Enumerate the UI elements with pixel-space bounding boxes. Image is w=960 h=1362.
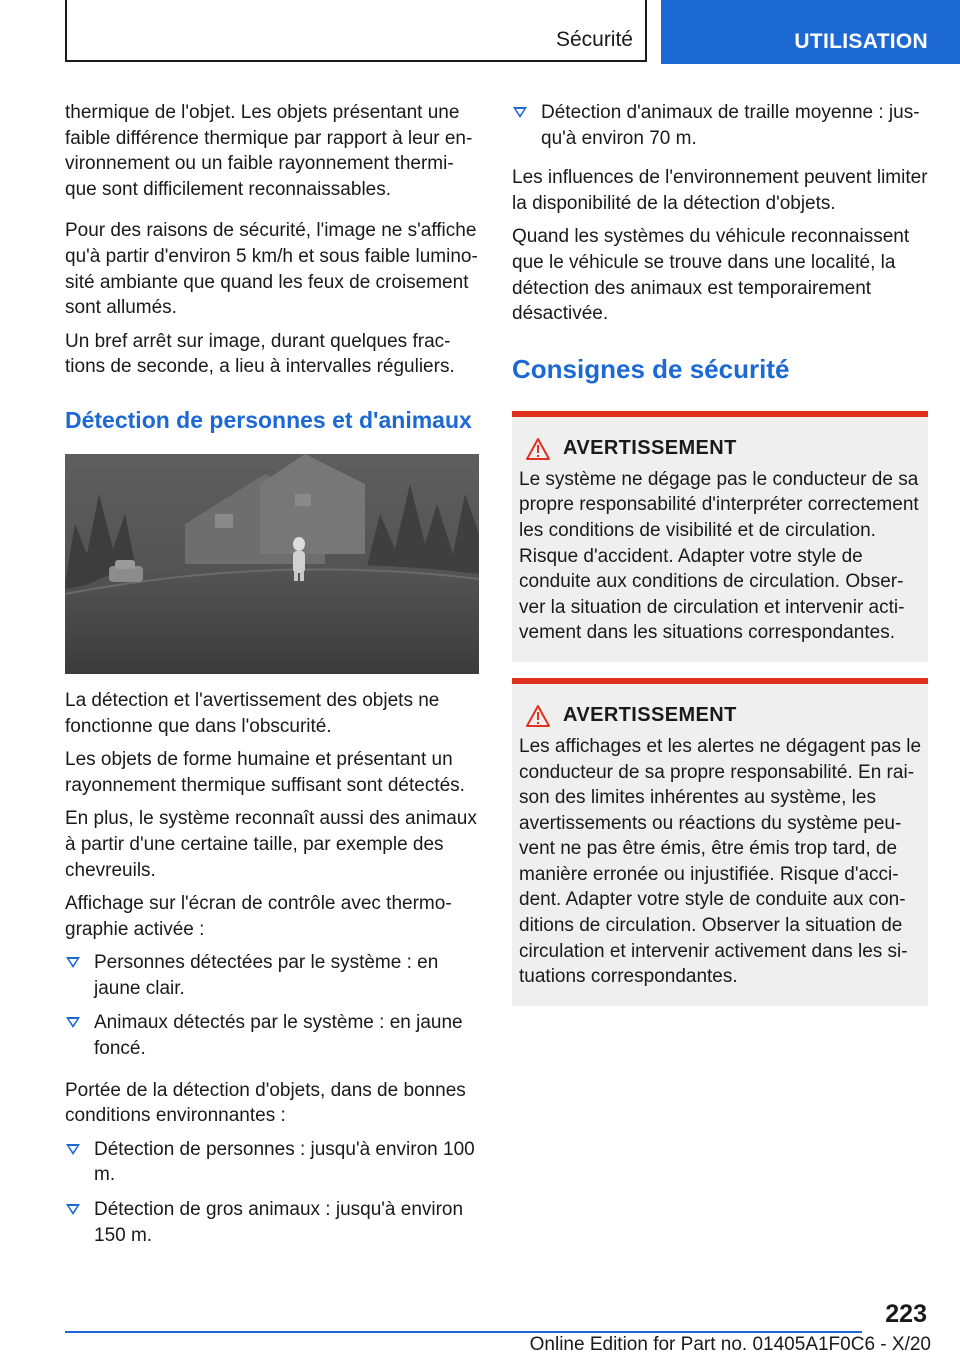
section-heading: Consignes de sécurité (512, 353, 790, 384)
paragraph: Les influences de l'environnement peuvent limiter la disponibilité de la détection d'objets. (512, 167, 928, 214)
paragraph: Un bref arrêt sur image, durant quelques fractions de seconde, a lieu à intervalles réguliers. (65, 330, 455, 378)
right-column (512, 100, 928, 1022)
detection-color-list (65, 950, 479, 1061)
warning-triangle-icon (525, 704, 551, 728)
night-vision-image (65, 454, 479, 674)
left-column (65, 100, 479, 1262)
paragraph: thermique de l'objet. Les objets présentant une faible différence thermique par rapport à leur environnement ou un faible rayonnement thermique sont difficilement reconnaissables. (65, 102, 473, 200)
footer-edition: Online Edition for Part no. 01405A1F0C6 - X/20 (529, 1334, 931, 1355)
header-section-title: Sécurité (555, 28, 633, 51)
paragraph: La détection et l'avertissement des objets ne fonctionne que dans l'obscurité. (65, 689, 440, 737)
paragraph: Les objets de forme humaine et présentant un rayonnement thermique suffisant sont détectés. (65, 749, 465, 796)
paragraph: Quand les systèmes du véhicule reconnaissent que le véhicule se trouve dans une localité, la détection des animaux est temporairement désactivée. (512, 226, 910, 325)
paragraph: Pour des raisons de sécurité, l'image ne s'affiche qu'à partir d'environ 5 km/h et sous faible luminosité ambiante que quand les feux de croisement sont allumés. (65, 220, 478, 319)
triangle-bullet-icon (66, 1017, 80, 1028)
paragraph: En plus, le système reconnaît aussi des animaux à partir d'une certaine taille, par exemple des chevreuils. (65, 808, 477, 881)
detection-range-list (65, 1137, 479, 1248)
warning-text: Le système ne dégage pas le conducteur de sa propre responsabilité d'interpréter correctement les conditions de visibilité et de circulation. Risque d'accident. Adapter votre style de conduite aux conditions de circulation. Observer la situation de circulation et intervenir activement dans les situations correspondantes. (519, 468, 919, 644)
header-chapter-title: UTILISATION (794, 30, 928, 53)
triangle-bullet-icon (66, 957, 80, 968)
warning-triangle-icon (525, 437, 551, 461)
night-vision-illustration (65, 454, 479, 674)
warning-title: AVERTISSEMENT (563, 704, 737, 727)
paragraph: Portée de la détection d'objets, dans de bonnes conditions environnantes : (65, 1079, 466, 1127)
list-item: Animaux détectés par le système : en jaune foncé. (65, 1010, 479, 1061)
list-item: Personnes détectées par le système : en jaune clair. (65, 950, 479, 1001)
header-chapter-tab (661, 0, 960, 64)
list-item: Détection de personnes : jusqu'à environ 100 m. (65, 1137, 479, 1188)
subsection-heading: Détection de personnes et d'animaux (65, 406, 472, 433)
triangle-bullet-icon (66, 1144, 80, 1155)
footer-rule (65, 1331, 862, 1333)
warning-box (512, 678, 928, 1006)
list-item: Détection de gros animaux : jusqu'à environ 150 m. (65, 1197, 479, 1248)
header-section-box (65, 0, 647, 62)
warning-text: Les affichages et les alertes ne dégagent pas le conducteur de sa propre responsabilité. En raison des limites inhérentes au système, les avertissements ou réactions du système peuvent ne pas être émis, être émis trop tard, de manière erronée ou injustifiée. Risque d'accident. Adapter votre style de conduite aux conditions de circulation. Observer la situation de circulation et intervenir activement dans les situations correspondantes. (519, 735, 922, 988)
warning-title: AVERTISSEMENT (563, 437, 737, 460)
warning-box (512, 411, 928, 662)
list-item: Détection d'animaux de traille moyenne : jusqu'à environ 70 m. (512, 100, 928, 151)
detection-range-list-continued (512, 100, 928, 151)
page-number: 223 (885, 1300, 927, 1328)
triangle-bullet-icon (513, 107, 527, 118)
triangle-bullet-icon (66, 1204, 80, 1215)
paragraph: Affichage sur l'écran de contrôle avec thermographie activée : (65, 893, 452, 940)
